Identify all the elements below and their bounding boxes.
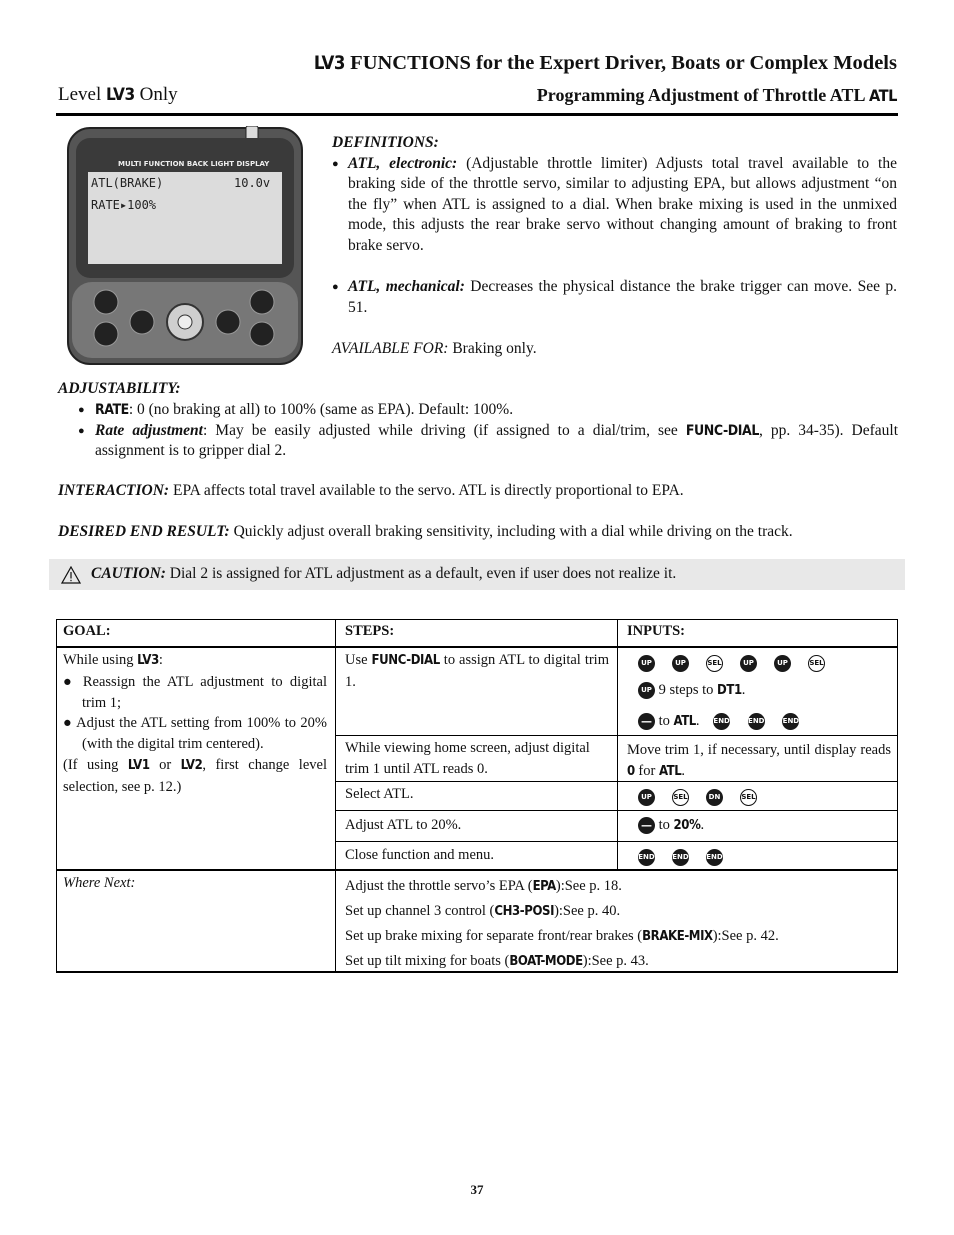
step-2: While viewing home screen, adjust digital trim 1 until ATL reads 0. [345, 740, 590, 777]
up-button: UP [672, 655, 689, 672]
transmitter-illustration [66, 126, 304, 366]
end-button: END [672, 849, 689, 866]
definitions-section [332, 133, 897, 360]
desired-end-result-paragraph: DESIRED END RESULT: Quickly adjust overall braking sensitivity, including with a dial while driving on the track. [58, 523, 793, 540]
caution-text: CAUTION: Dial 2 is assigned for ATL adjustment as a default, even if user does not realize it. [91, 565, 677, 582]
sel-button: SEL [808, 655, 825, 672]
end-button: END [706, 849, 723, 866]
adjustability-rate-adjustment: ● Rate adjustment: May be easily adjusted while driving (if assigned to a dial/trim, see FUNC-DIAL, pp. 34-35). Default assignment is to gripper dial 2. [58, 421, 898, 463]
inputs-row-3 [638, 788, 774, 806]
up-button: UP [638, 789, 655, 806]
end-button: END [782, 713, 799, 730]
header-steps: STEPS: [345, 623, 395, 639]
header-goal: GOAL: [63, 623, 111, 639]
goal-note: (If using LV1 or LV2, first change level selection, see p. 12.) [63, 756, 327, 795]
where-next-list [345, 874, 779, 974]
up-button: UP [774, 655, 791, 672]
header-inputs: INPUTS: [627, 623, 686, 639]
step-5: Close function and menu. [345, 847, 495, 863]
goal-bullet-2: ● Adjust the ATL setting from 100% to 20% (with the digital trim centered). [63, 715, 327, 753]
where-next-label: Where Next: [63, 875, 136, 891]
page-number: 37 [470, 1182, 484, 1197]
adjustability-rate: ● RATE: 0 (no braking at all) to 100% (same as EPA). Default: 100%. [58, 400, 898, 421]
adjustability-section [58, 379, 898, 462]
level-indicator: Level LV3 Only [58, 84, 178, 105]
where-next-item[interactable]: Set up brake mixing for separate front/rear brakes (BRAKE-MIX):See p. 42. [345, 928, 779, 944]
goal-bullet-1: ● Reassign the ATL adjustment to digital trim 1; [63, 673, 327, 711]
lcd-line1-label: ATL(BRAKE) [91, 176, 164, 190]
menu-bar-label: MULTI FUNCTION BACK LIGHT DISPLAY [118, 160, 270, 168]
definition-atl-mechanical: ● ATL, mechanical: Decreases the physical distance the brake trigger can move. See p. 51. [332, 277, 897, 318]
step-4: Adjust ATL to 20%. [345, 817, 462, 833]
sel-button: SEL [706, 655, 723, 672]
adjustability-heading: ADJUSTABILITY: [58, 380, 181, 397]
lcd-line1-value: 10.0v [234, 176, 271, 190]
caution-box [49, 559, 905, 590]
end-button: END [638, 849, 655, 866]
steps-table [56, 619, 898, 973]
up-button: UP [638, 682, 655, 699]
end-button: END [713, 713, 730, 730]
where-next-item[interactable]: Set up tilt mixing for boats (BOAT-MODE):See p. 43. [345, 953, 649, 969]
inputs-row-1b: UP 9 steps to DT1. [638, 680, 745, 702]
where-next-item[interactable]: Adjust the throttle servo’s EPA (EPA):See p. 18. [345, 878, 622, 894]
dn-button: DN [706, 789, 723, 806]
goal-cell: While using LV3: ● Reassign the ATL adjustment to digital trim 1; ● Adjust the ATL setting from 100% to 20% (with the digital trim centered). (If using LV1 or LV2, first change level selection, see p. 12.) [63, 650, 327, 798]
end-button: END [748, 713, 765, 730]
interaction-paragraph: INTERACTION: EPA affects total travel available to the servo. ATL is directly proportional to EPA. [58, 482, 684, 499]
sel-button: SEL [672, 789, 689, 806]
step-3: Select ATL. [345, 786, 414, 802]
section-subtitle: Programming Adjustment of Throttle ATL ATL [536, 85, 897, 105]
step-1: Use FUNC-DIAL to assign ATL to digital trim 1. [345, 652, 609, 690]
up-button: UP [638, 655, 655, 672]
inputs-row-2: Move trim 1, if necessary, until display reads 0 for ATL. [627, 742, 891, 779]
inputs-row-4: — to 20%. [638, 815, 704, 837]
warning-icon [61, 566, 81, 584]
page-title: LV3 FUNCTIONS for the Expert Driver, Boats or Complex Models [313, 52, 897, 74]
definition-atl-electronic: ● ATL, electronic: (Adjustable throttle limiter) Adjusts total travel available to the braking side of the throttle servo, similar to adjusting EPA, but allows adjustment “on the fly” when ATL is assigned to a dial. When brake mixing is used in the unmixed mode, this adjusts the rear brake servo without changing amount of braking to front brake servo. [332, 154, 897, 257]
inputs-row-5 [638, 848, 740, 866]
where-next-item[interactable]: Set up channel 3 control (CH3-POSI):See p. 40. [345, 903, 621, 919]
available-for: AVAILABLE FOR: Braking only. [332, 339, 537, 357]
up-button: UP [740, 655, 757, 672]
definitions-heading: DEFINITIONS: [332, 134, 439, 151]
inputs-row-1c: — to ATL. END END END [638, 711, 799, 733]
inputs-row-1 [638, 654, 842, 672]
sel-button: SEL [740, 789, 757, 806]
minus-button: — [638, 713, 655, 730]
minus-button: — [638, 817, 655, 834]
lcd-line2: RATE▸100% [91, 198, 157, 212]
header-rule [56, 113, 898, 116]
